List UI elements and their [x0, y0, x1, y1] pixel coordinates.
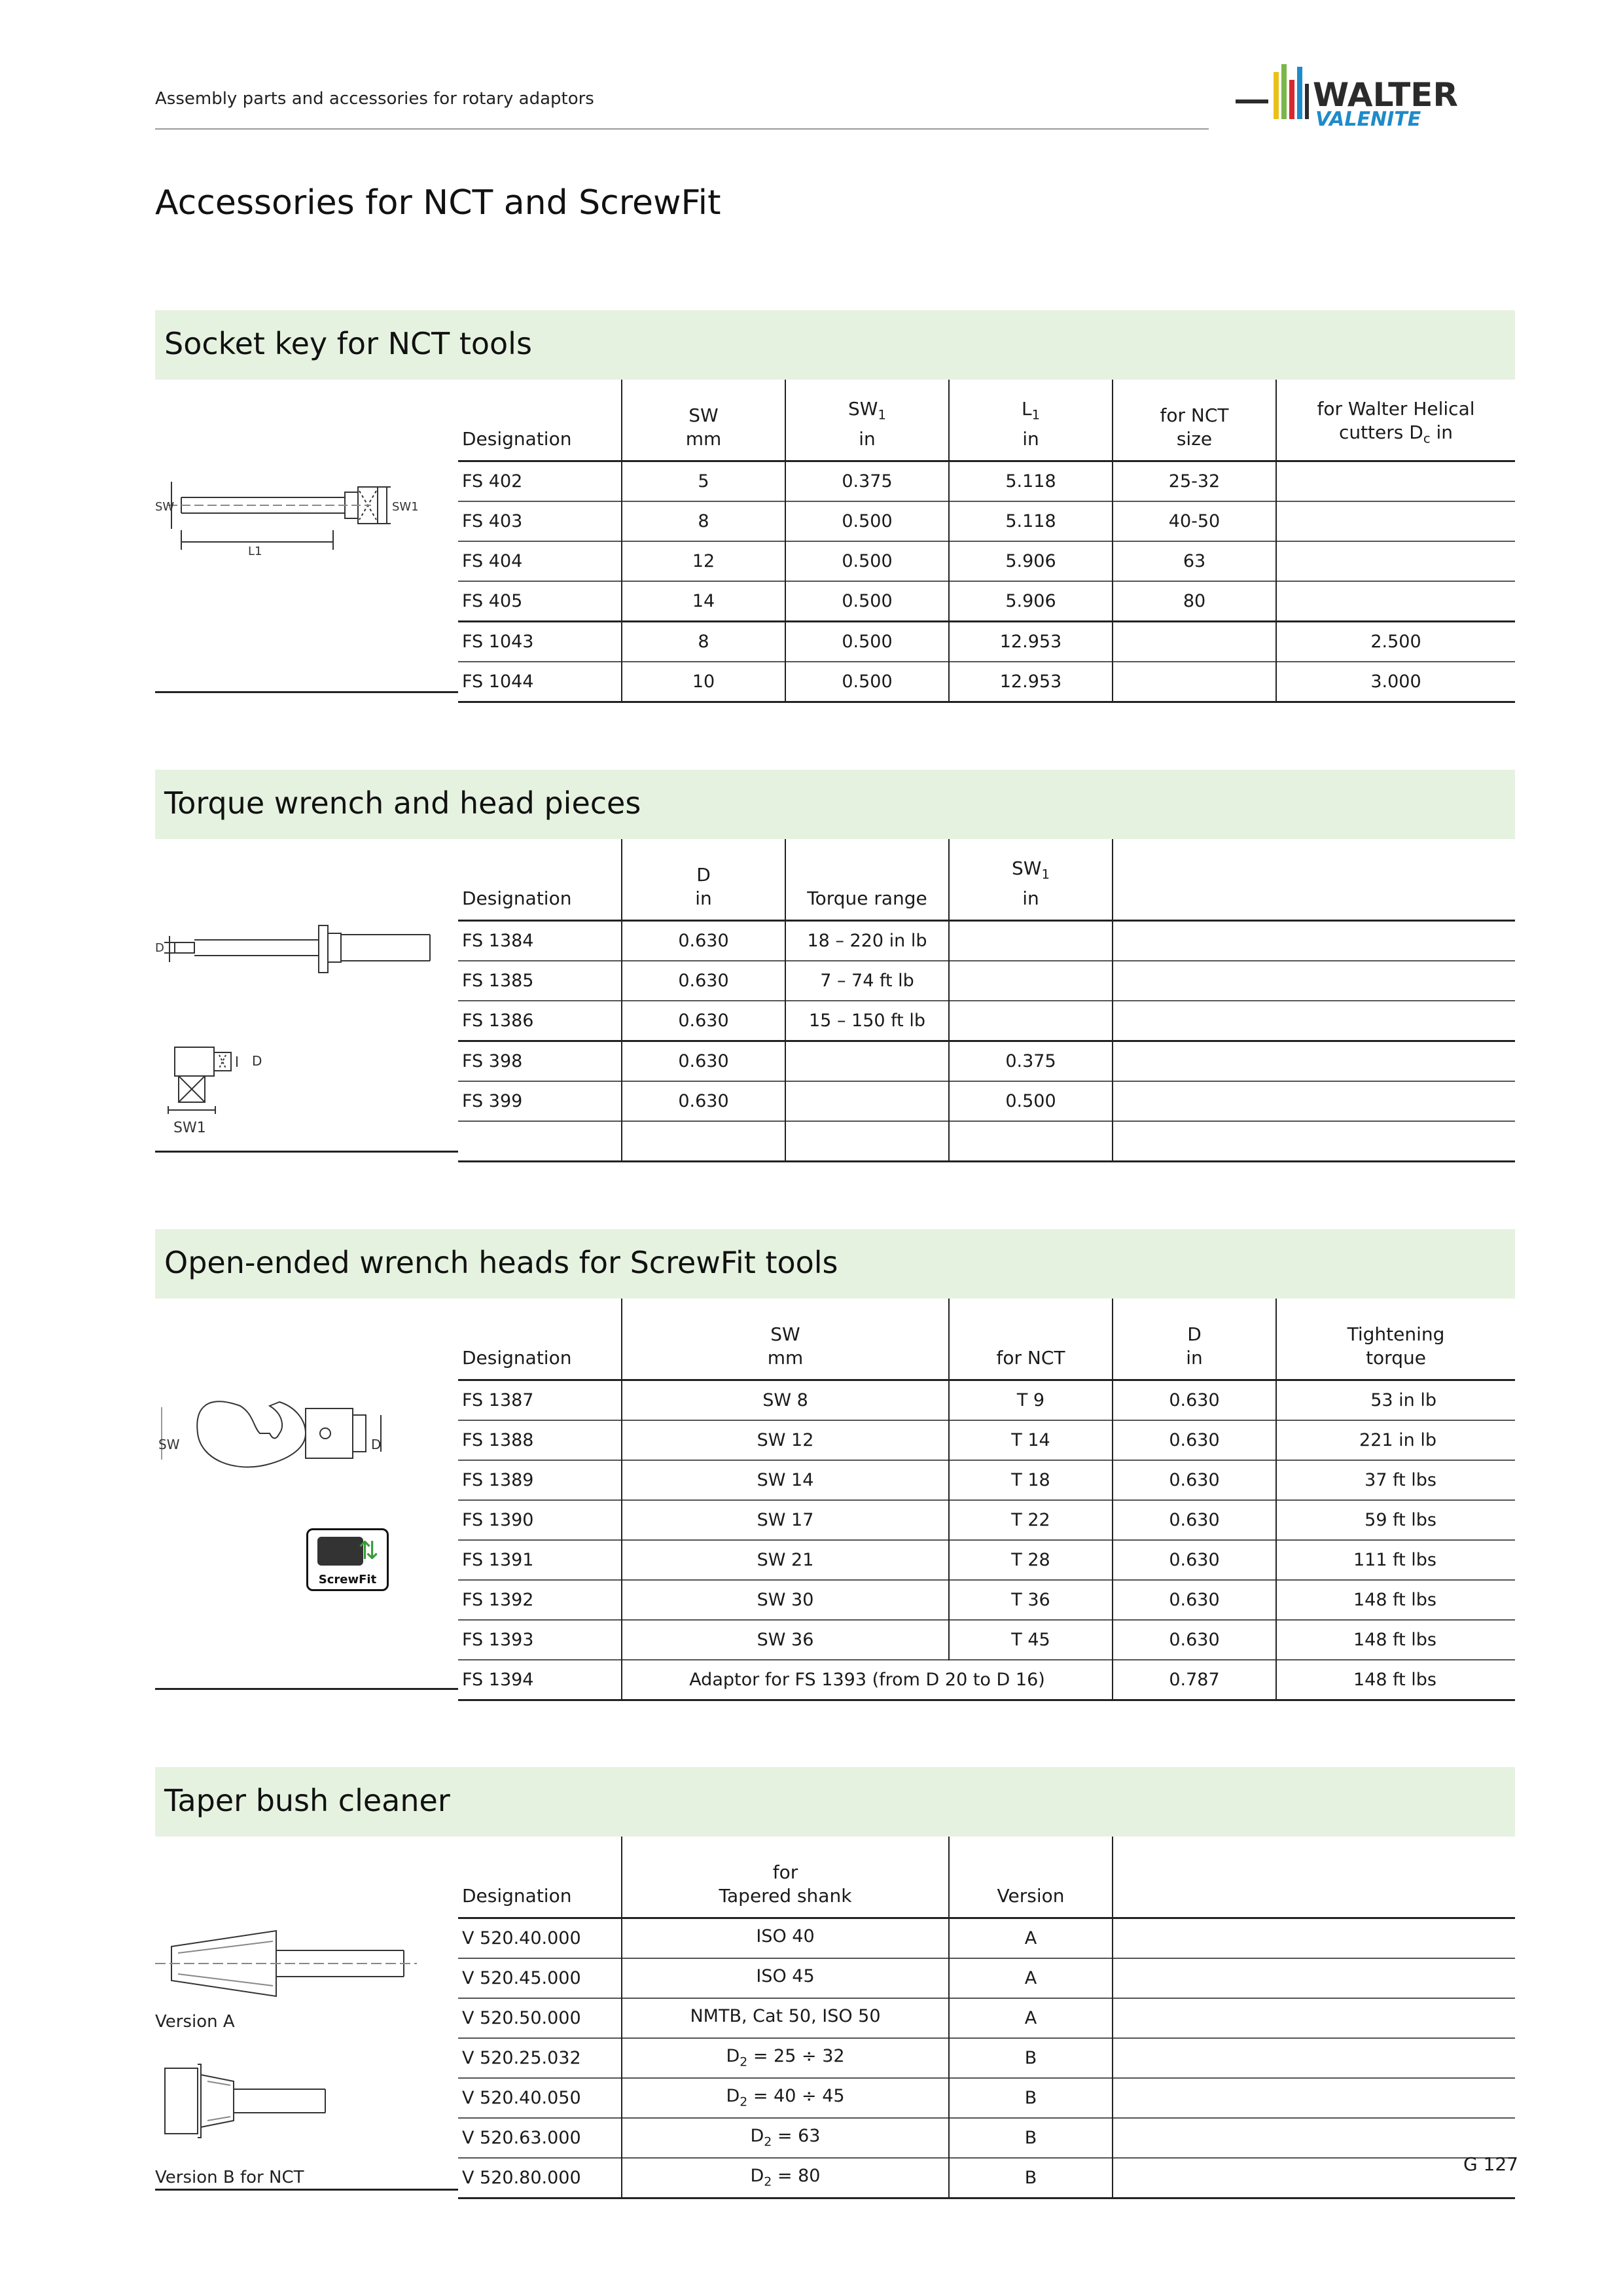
section-header-open-ended	[155, 1229, 1515, 1299]
torque-wrench-drawing	[155, 916, 443, 982]
label-d: D	[371, 1437, 382, 1452]
col-l1: $L_1$ in	[949, 380, 1113, 461]
table-row: V 520.25.032 $D_2 = 25 \div 32$ B	[458, 2038, 1515, 2078]
section-header-torque	[155, 770, 1515, 839]
section-title: Torque wrench and head pieces	[164, 785, 641, 821]
col-designation: Designation	[458, 380, 622, 461]
col-designation: Designation	[458, 839, 622, 920]
table-row: FS 1390 SW 17 T 22 0.630 59 ft lbs	[458, 1500, 1515, 1540]
socket-key-table	[458, 380, 1515, 703]
page-number: G 127	[1463, 2153, 1518, 2175]
table-row: FS 1384 0.630 18 – 220 in lb	[458, 920, 1515, 961]
open-ended-table	[458, 1299, 1515, 1701]
section-base-rule	[155, 2189, 458, 2191]
table-row: FS 398 0.630 0.375	[458, 1041, 1515, 1081]
taper-cleaner-b-drawing	[155, 2055, 351, 2147]
table-row: FS 403 8 0.500 5.118 40-50	[458, 501, 1515, 541]
taper-cleaner-a-drawing	[155, 1924, 417, 2003]
table-row: FS 1385 0.630 7 – 74 ft lb	[458, 961, 1515, 1001]
page-title: Accessories for NCT and ScrewFit	[155, 183, 721, 223]
table-row: V 520.63.000 $D_2 = 63$ B	[458, 2118, 1515, 2158]
head-piece-drawing	[155, 1041, 286, 1139]
logo-text-valenite: VALENITE	[1315, 108, 1421, 131]
table-row: FS 1043 8 0.500 12.953 2.500	[458, 621, 1515, 662]
table-row: FS 1044 10 0.500 12.953 3.000	[458, 662, 1515, 702]
col-empty	[1113, 839, 1515, 920]
label-sw: SW	[155, 500, 175, 514]
table-row: V 520.50.000 NMTB, Cat 50, ISO 50 A	[458, 1998, 1515, 2038]
badge-label: ScrewFit	[318, 1573, 377, 1587]
socket-key-drawing	[155, 458, 430, 556]
section-title: Socket key for NCT tools	[164, 326, 532, 361]
table-row: V 520.40.000 ISO 40 A	[458, 1918, 1515, 1958]
section-title: Open-ended wrench heads for ScrewFit tools	[164, 1245, 838, 1280]
table-row: FS 404 12 0.500 5.906 63	[458, 541, 1515, 581]
table-row: FS 1391 SW 21 T 28 0.630 111 ft lbs	[458, 1540, 1515, 1580]
walter-valenite-logo	[1236, 60, 1518, 132]
table-row: FS 1394 Adaptor for FS 1393 (from D 20 to D 16) 0.787 148 ft lbs	[458, 1660, 1515, 1700]
section-title: Taper bush cleaner	[164, 1783, 450, 1818]
header-rule	[155, 128, 1209, 130]
table-row: V 520.40.050 $D_2 = 40 \div 45$ B	[458, 2078, 1515, 2118]
col-sw1: $SW_1$ in	[949, 839, 1113, 920]
table-row: FS 402 5 0.375 5.118 25-32	[458, 461, 1515, 501]
col-torque-range: Torque range	[785, 839, 949, 920]
label-sw1: SW1	[392, 500, 419, 514]
col-sw: SW mm	[622, 1299, 949, 1380]
col-helical: for Walter Helical cutters $D_c$ in	[1276, 380, 1515, 461]
label-d: D	[155, 941, 164, 955]
screw-icon	[317, 1537, 363, 1566]
col-nct: for NCT	[949, 1299, 1113, 1380]
screwfit-badge	[306, 1528, 389, 1591]
open-ended-wrench-drawing	[155, 1388, 397, 1479]
col-sw: SW mm	[622, 380, 785, 461]
col-shank: for Tapered shank	[622, 1837, 949, 1918]
table-row: FS 1393 SW 36 T 45 0.630 148 ft lbs	[458, 1620, 1515, 1660]
label-sw: SW	[158, 1437, 180, 1452]
version-a-label: Version A	[155, 2012, 235, 2032]
table-row: FS 399 0.630 0.500	[458, 1081, 1515, 1121]
running-header: Assembly parts and accessories for rotary adaptors	[155, 89, 594, 109]
table-row	[458, 1121, 1515, 1162]
col-designation: Designation	[458, 1837, 622, 1918]
col-d: D in	[1113, 1299, 1276, 1380]
table-row: FS 1389 SW 14 T 18 0.630 37 ft lbs	[458, 1460, 1515, 1500]
col-version: Version	[949, 1837, 1113, 1918]
label-d2: D	[252, 1053, 262, 1069]
torque-table	[458, 839, 1515, 1162]
table-row: V 520.80.000 $D_2 = 80$ B	[458, 2158, 1515, 2198]
section-base-rule	[155, 691, 458, 693]
version-b-label: Version B for NCT	[155, 2168, 304, 2187]
section-header-socket-key	[155, 310, 1515, 380]
section-base-rule	[155, 1688, 458, 1690]
table-row: V 520.45.000 ISO 45 A	[458, 1958, 1515, 1998]
label-sw1: SW1	[173, 1120, 206, 1136]
col-d: D in	[622, 839, 785, 920]
rotation-arrow-icon: ⇅	[358, 1536, 379, 1565]
table-row: FS 1386 0.630 15 – 150 ft lb	[458, 1001, 1515, 1041]
section-base-rule	[155, 1151, 458, 1153]
col-designation: Designation	[458, 1299, 622, 1380]
col-sw1: $SW_1$ in	[785, 380, 949, 461]
col-nct: for NCT size	[1113, 380, 1276, 461]
table-row: FS 1388 SW 12 T 14 0.630 221 in lb	[458, 1420, 1515, 1460]
label-l1: L1	[248, 545, 262, 556]
logo-text-walter: WALTER	[1313, 76, 1458, 114]
section-header-taper	[155, 1767, 1515, 1837]
table-row: FS 1392 SW 30 T 36 0.630 148 ft lbs	[458, 1580, 1515, 1620]
col-torque: Tightening torque	[1276, 1299, 1515, 1380]
taper-table	[458, 1837, 1515, 2199]
table-row: FS 405 14 0.500 5.906 80	[458, 581, 1515, 622]
table-row: FS 1387 SW 8 T 9 0.630 53 in lb	[458, 1380, 1515, 1420]
col-empty	[1113, 1837, 1515, 1918]
